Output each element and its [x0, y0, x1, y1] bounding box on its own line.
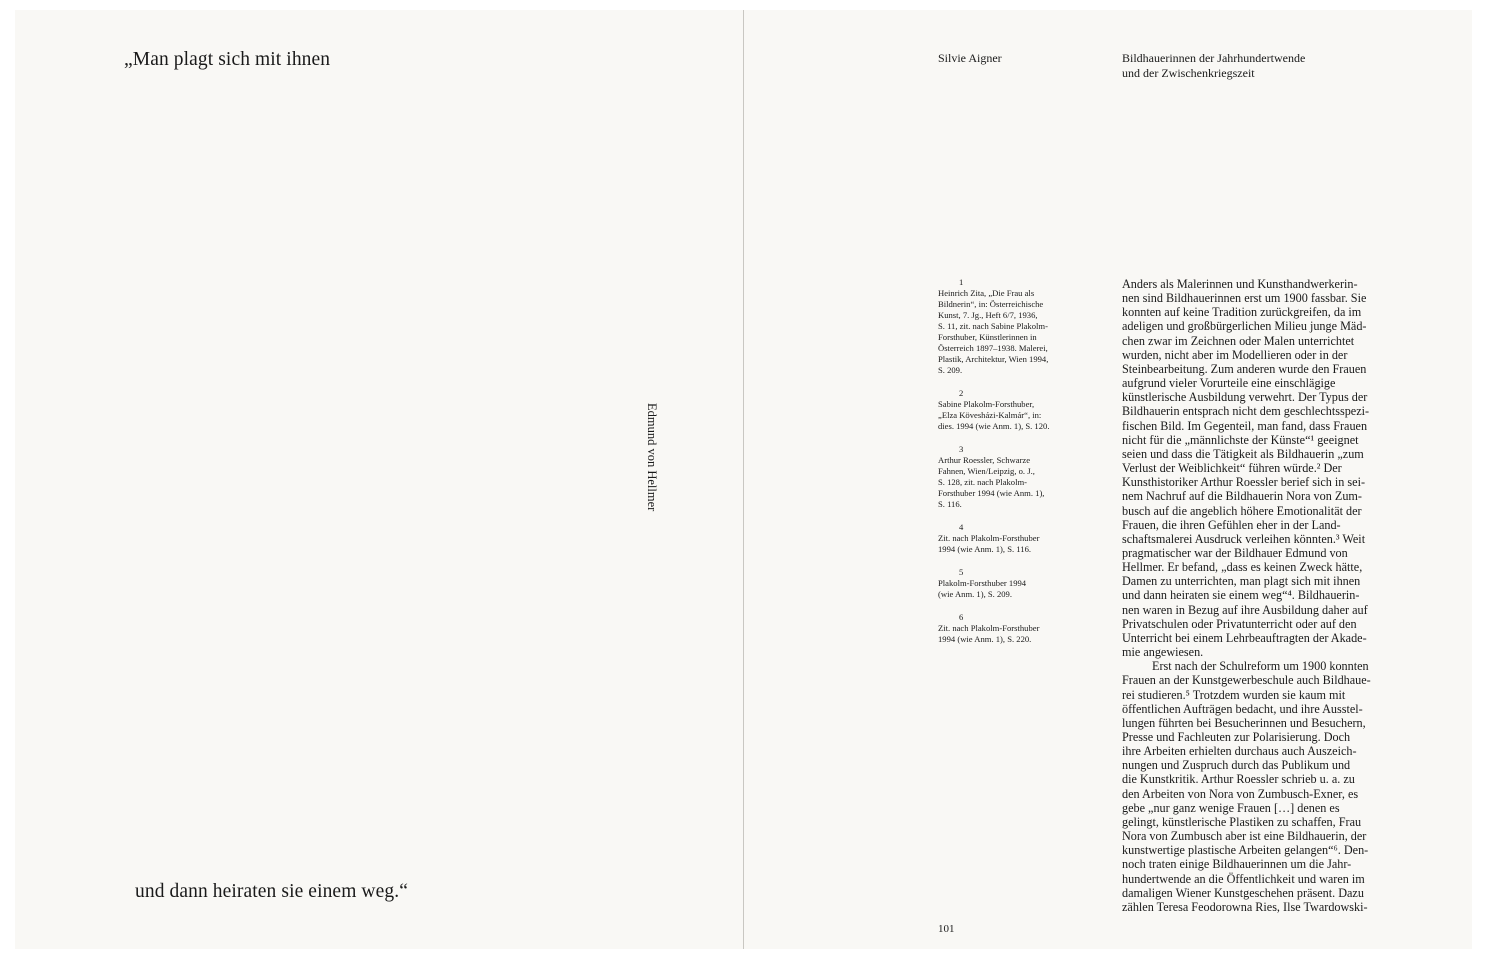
footnote-line: Forsthuber, Künstlerinnen in — [938, 332, 1037, 342]
body-text — [1122, 277, 1371, 914]
footnote-line: Forsthuber 1994 (wie Anm. 1), — [938, 488, 1045, 498]
quote-bottom: und dann heiraten sie einem weg.“ — [135, 881, 408, 902]
body-line: seien und dass die Tätigkeit als Bildhauerin „zum — [1122, 446, 1364, 461]
body-line: mie angewiesen. — [1122, 645, 1204, 660]
footnote-number: 5 — [959, 567, 964, 577]
body-line: zählen Teresa Feodorowna Ries, Ilse Twardowski- — [1122, 899, 1368, 914]
footnote-line: Österreich 1897–1938. Malerei, — [938, 343, 1048, 353]
body-line: Steinbearbeitung. Zum anderen wurde den Frauen — [1122, 361, 1367, 376]
footnotes — [938, 277, 1078, 657]
footnote-6 — [938, 612, 1078, 645]
body-line: hundertwende an die Öffentlichkeit und waren im — [1122, 871, 1365, 886]
footnote-line: 1994 (wie Anm. 1), S. 220. — [938, 634, 1032, 644]
body-line: Damen zu unterrichten, man plagt sich mit ihnen — [1122, 574, 1361, 589]
body-line: den Arbeiten von Nora von Zumbusch-Exner, es — [1122, 786, 1359, 801]
footnote-number: 3 — [959, 444, 964, 454]
body-line: öffentlichen Aufträgen bedacht, und ihre Ausstel- — [1122, 701, 1363, 716]
footnote-number: 4 — [959, 522, 964, 532]
body-line: Hellmer. Er befand, „dass es keinen Zweck hätte, — [1122, 560, 1363, 575]
footnote-line: (wie Anm. 1), S. 209. — [938, 589, 1012, 599]
footnote-line: S. 128, zit. nach Plakolm- — [938, 477, 1028, 487]
footnote-line: Kunst, 7. Jg., Heft 6/7, 1936, — [938, 310, 1038, 320]
body-line: noch traten einige Bildhauerinnen um die Jahr- — [1122, 857, 1352, 872]
body-line: nicht für die „männlichste der Künste“¹ geeignet — [1122, 432, 1359, 447]
footnote-1 — [938, 277, 1078, 376]
body-line: Kunsthistoriker Arthur Roessler berief sich in sei- — [1122, 475, 1366, 490]
body-line: schaftsmalerei Ausdruck verleihen könnten.³ Weit — [1122, 531, 1366, 546]
body-line: nen sind Bildhauerinnen erst um 1900 fassbar. Sie — [1122, 291, 1367, 306]
body-line: Frauen an der Kunstgewerbeschule auch Bildhaue- — [1122, 673, 1371, 688]
body-line: adeligen und großbürgerlichen Milieu junge Mäd- — [1122, 319, 1367, 334]
quote-top: „Man plagt sich mit ihnen — [124, 49, 331, 70]
author-name: Silvie Aigner — [938, 51, 1002, 65]
body-line: Unterricht bei einem Lehrbeauftragten der Akade- — [1122, 630, 1367, 645]
footnote-line: Fahnen, Wien/Leipzig, o. J., — [938, 466, 1035, 476]
body-line: Presse und Fachleuten zur Polarisierung. Doch — [1122, 730, 1351, 744]
body-line: Frauen, die ihren Gefühlen eher in der Land- — [1122, 517, 1341, 532]
footnote-3 — [938, 444, 1078, 510]
body-line: chen zwar im Zeichnen oder Malen unterrichtet — [1122, 333, 1355, 348]
footnote-line: Zit. nach Plakolm-Forsthuber — [938, 623, 1040, 633]
body-line: kunstwertige plastische Arbeiten gelangen“⁶. Den- — [1122, 843, 1369, 858]
footnote-line: Arthur Roessler, Schwarze — [938, 455, 1031, 465]
footnote-5 — [938, 567, 1078, 600]
footnote-line: Sabine Plakolm-Forsthuber, — [938, 399, 1035, 409]
body-line: und dann heiraten sie einem weg“⁴. Bildhauerin- — [1122, 588, 1360, 603]
body-line: gelingt, künstlerische Plastiken zu schaffen, Frau — [1122, 814, 1362, 829]
body-line: konnten auf keine Tradition zurückgreifen, da im — [1122, 305, 1362, 320]
body-line: ihre Arbeiten erhielten durchaus auch Auszeich- — [1122, 744, 1357, 759]
body-line: nungen und Zuspruch durch das Publikum und — [1122, 758, 1351, 773]
body-line: nen waren in Bezug auf ihre Ausbildung daher auf — [1122, 602, 1368, 617]
footnote-number: 2 — [959, 388, 964, 398]
chapter-title-line: und der Zwischenkriegszeit — [1122, 66, 1255, 80]
body-line: künstlerische Ausbildung verwehrt. Der Typus der — [1122, 390, 1368, 405]
footnote-line: Plakolm-Forsthuber 1994 — [938, 578, 1027, 588]
body-line: rei studieren.⁵ Trotzdem wurden sie kaum mit — [1122, 687, 1346, 702]
footnote-line: Plastik, Architektur, Wien 1994, — [938, 354, 1049, 364]
body-line: Privatschulen oder Privatunterricht oder auf den — [1122, 616, 1357, 631]
body-line: Bildhauerin entsprach nicht dem geschlechtsspezi- — [1122, 404, 1370, 419]
footnote-line: dies. 1994 (wie Anm. 1), S. 120. — [938, 421, 1050, 431]
body-line: aufgrund vieler Vorurteile eine einschlägige — [1122, 376, 1336, 391]
footnote-line: Bildnerin“, in: Österreichische — [938, 299, 1044, 309]
chapter-title — [1122, 51, 1305, 81]
footnote-line: Zit. nach Plakolm-Forsthuber — [938, 533, 1040, 543]
quote-attribution: Edmund von Hellmer — [645, 403, 659, 512]
body-line: lungen führten bei Besucherinnen und Besuchern, — [1122, 715, 1366, 730]
body-line: Verlust der Weiblichkeit“ führen würde.² Der — [1122, 461, 1342, 476]
body-line: Anders als Malerinnen und Kunsthandwerkerin- — [1122, 277, 1358, 291]
body-line: Erst nach der Schulreform um 1900 konnten — [1152, 659, 1369, 674]
footnote-number: 1 — [959, 277, 964, 287]
footnote-line: S. 209. — [938, 365, 963, 375]
body-line: Nora von Zumbusch aber ist eine Bildhauerin, der — [1122, 829, 1367, 844]
body-line: wurden, nicht aber im Modellieren oder in der — [1122, 347, 1348, 362]
footnote-line: S. 116. — [938, 499, 962, 509]
footnote-4 — [938, 522, 1078, 555]
page-gutter — [743, 10, 744, 949]
body-line: pragmatischer war der Bildhauer Edmund von — [1122, 545, 1348, 560]
chapter-title-line: Bildhauerinnen der Jahrhundertwende — [1122, 51, 1306, 65]
body-line: busch auf die angeblich höhere Emotionalität der — [1122, 503, 1362, 518]
footnote-line: 1994 (wie Anm. 1), S. 116. — [938, 544, 1032, 554]
body-line: die Kunstkritik. Arthur Roessler schrieb u. a. zu — [1122, 772, 1355, 787]
page-number: 101 — [938, 923, 955, 935]
footnote-line: „Elza Kövesházi-Kalmár“, in: — [938, 410, 1042, 420]
body-line: fischen Bild. Im Gegenteil, man fand, dass Frauen — [1122, 418, 1368, 433]
footnote-number: 6 — [959, 612, 964, 622]
body-line: nem Nachruf auf die Bildhauerin Nora von Zum- — [1122, 489, 1362, 504]
footnote-line: S. 11, zit. nach Sabine Plakolm- — [938, 321, 1048, 331]
body-line: damaligen Wiener Kunstgeschehen präsent. Dazu — [1122, 885, 1364, 900]
body-line: gebe „nur ganz wenige Frauen […] denen es — [1122, 800, 1340, 815]
footnote-2 — [938, 388, 1078, 432]
footnote-line: Heinrich Zita, „Die Frau als — [938, 288, 1035, 298]
